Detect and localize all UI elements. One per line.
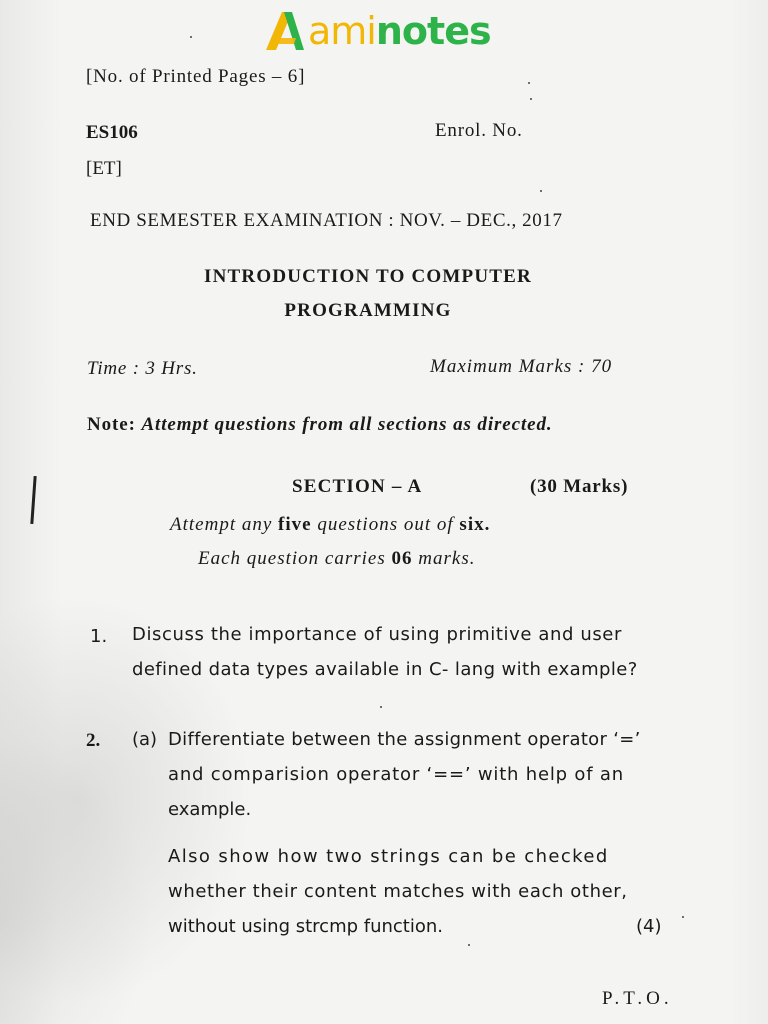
section-a-instruction-1 bbox=[170, 514, 490, 536]
question-1-number: 1. bbox=[90, 626, 108, 647]
margin-pen-mark bbox=[30, 476, 36, 524]
speck bbox=[530, 98, 532, 100]
section-a-instruction-2 bbox=[198, 548, 475, 570]
question-2-line-5: whether their content matches with each other, bbox=[168, 881, 628, 902]
speck bbox=[528, 82, 530, 84]
logo-text-notes: notes bbox=[375, 9, 491, 53]
exam-time: Time : 3 Hrs. bbox=[87, 358, 198, 379]
subject-title-line1: INTRODUCTION TO COMPUTER bbox=[204, 266, 532, 287]
exam-title: END SEMESTER EXAMINATION : NOV. – DEC., 2017 bbox=[90, 210, 563, 231]
section-a-title: SECTION – A bbox=[292, 476, 423, 497]
instr2-pre: Each question carries bbox=[198, 548, 386, 569]
speck bbox=[682, 916, 684, 918]
note bbox=[87, 414, 553, 436]
question-2-line-2: and comparision operator ‘==’ with help of an bbox=[168, 764, 624, 785]
note-text: Attempt questions from all sections as directed. bbox=[141, 414, 553, 435]
speck bbox=[468, 944, 470, 946]
page-turn-over: P.T.O. bbox=[602, 988, 673, 1009]
instr2-marks: 06 bbox=[391, 548, 413, 569]
paper-code: ES106 bbox=[86, 122, 138, 143]
instr2-post: marks. bbox=[418, 548, 476, 569]
speck bbox=[190, 36, 192, 38]
question-1-line-1: Discuss the importance of using primitive and user bbox=[132, 624, 622, 645]
printed-pages: [No. of Printed Pages – 6] bbox=[86, 66, 306, 87]
instr1-total: six. bbox=[459, 514, 491, 535]
question-2-number: 2. bbox=[86, 730, 101, 751]
maximum-marks: Maximum Marks : 70 bbox=[430, 356, 613, 377]
subject-title-line2: PROGRAMMING bbox=[284, 300, 452, 321]
question-2-line-3: example. bbox=[168, 799, 252, 820]
question-2-line-6: without using strcmp function. bbox=[168, 916, 444, 937]
instr1-pre: Attempt any bbox=[170, 514, 273, 535]
enrol-no-label: Enrol. No. bbox=[435, 120, 523, 141]
question-2-line-4: Also show how two strings can be checked bbox=[168, 846, 609, 867]
question-2-marks: (4) bbox=[636, 916, 662, 937]
instr1-mid: questions out of bbox=[317, 514, 454, 535]
aminotes-logo[interactable] bbox=[262, 8, 491, 54]
section-a-marks: (30 Marks) bbox=[530, 476, 629, 497]
question-2-part-a: (a) bbox=[132, 729, 158, 750]
speck bbox=[380, 706, 382, 708]
question-1-line-2: defined data types available in C- lang with example? bbox=[132, 659, 638, 680]
note-label: Note: bbox=[87, 414, 136, 435]
logo-text-ami: ami bbox=[308, 9, 376, 53]
question-2-line-1: Differentiate between the assignment operator ‘=’ bbox=[168, 729, 641, 750]
branch-code: [ET] bbox=[86, 158, 122, 179]
instr1-count: five bbox=[278, 514, 312, 535]
logo-a-icon bbox=[262, 10, 306, 52]
speck bbox=[540, 190, 542, 192]
